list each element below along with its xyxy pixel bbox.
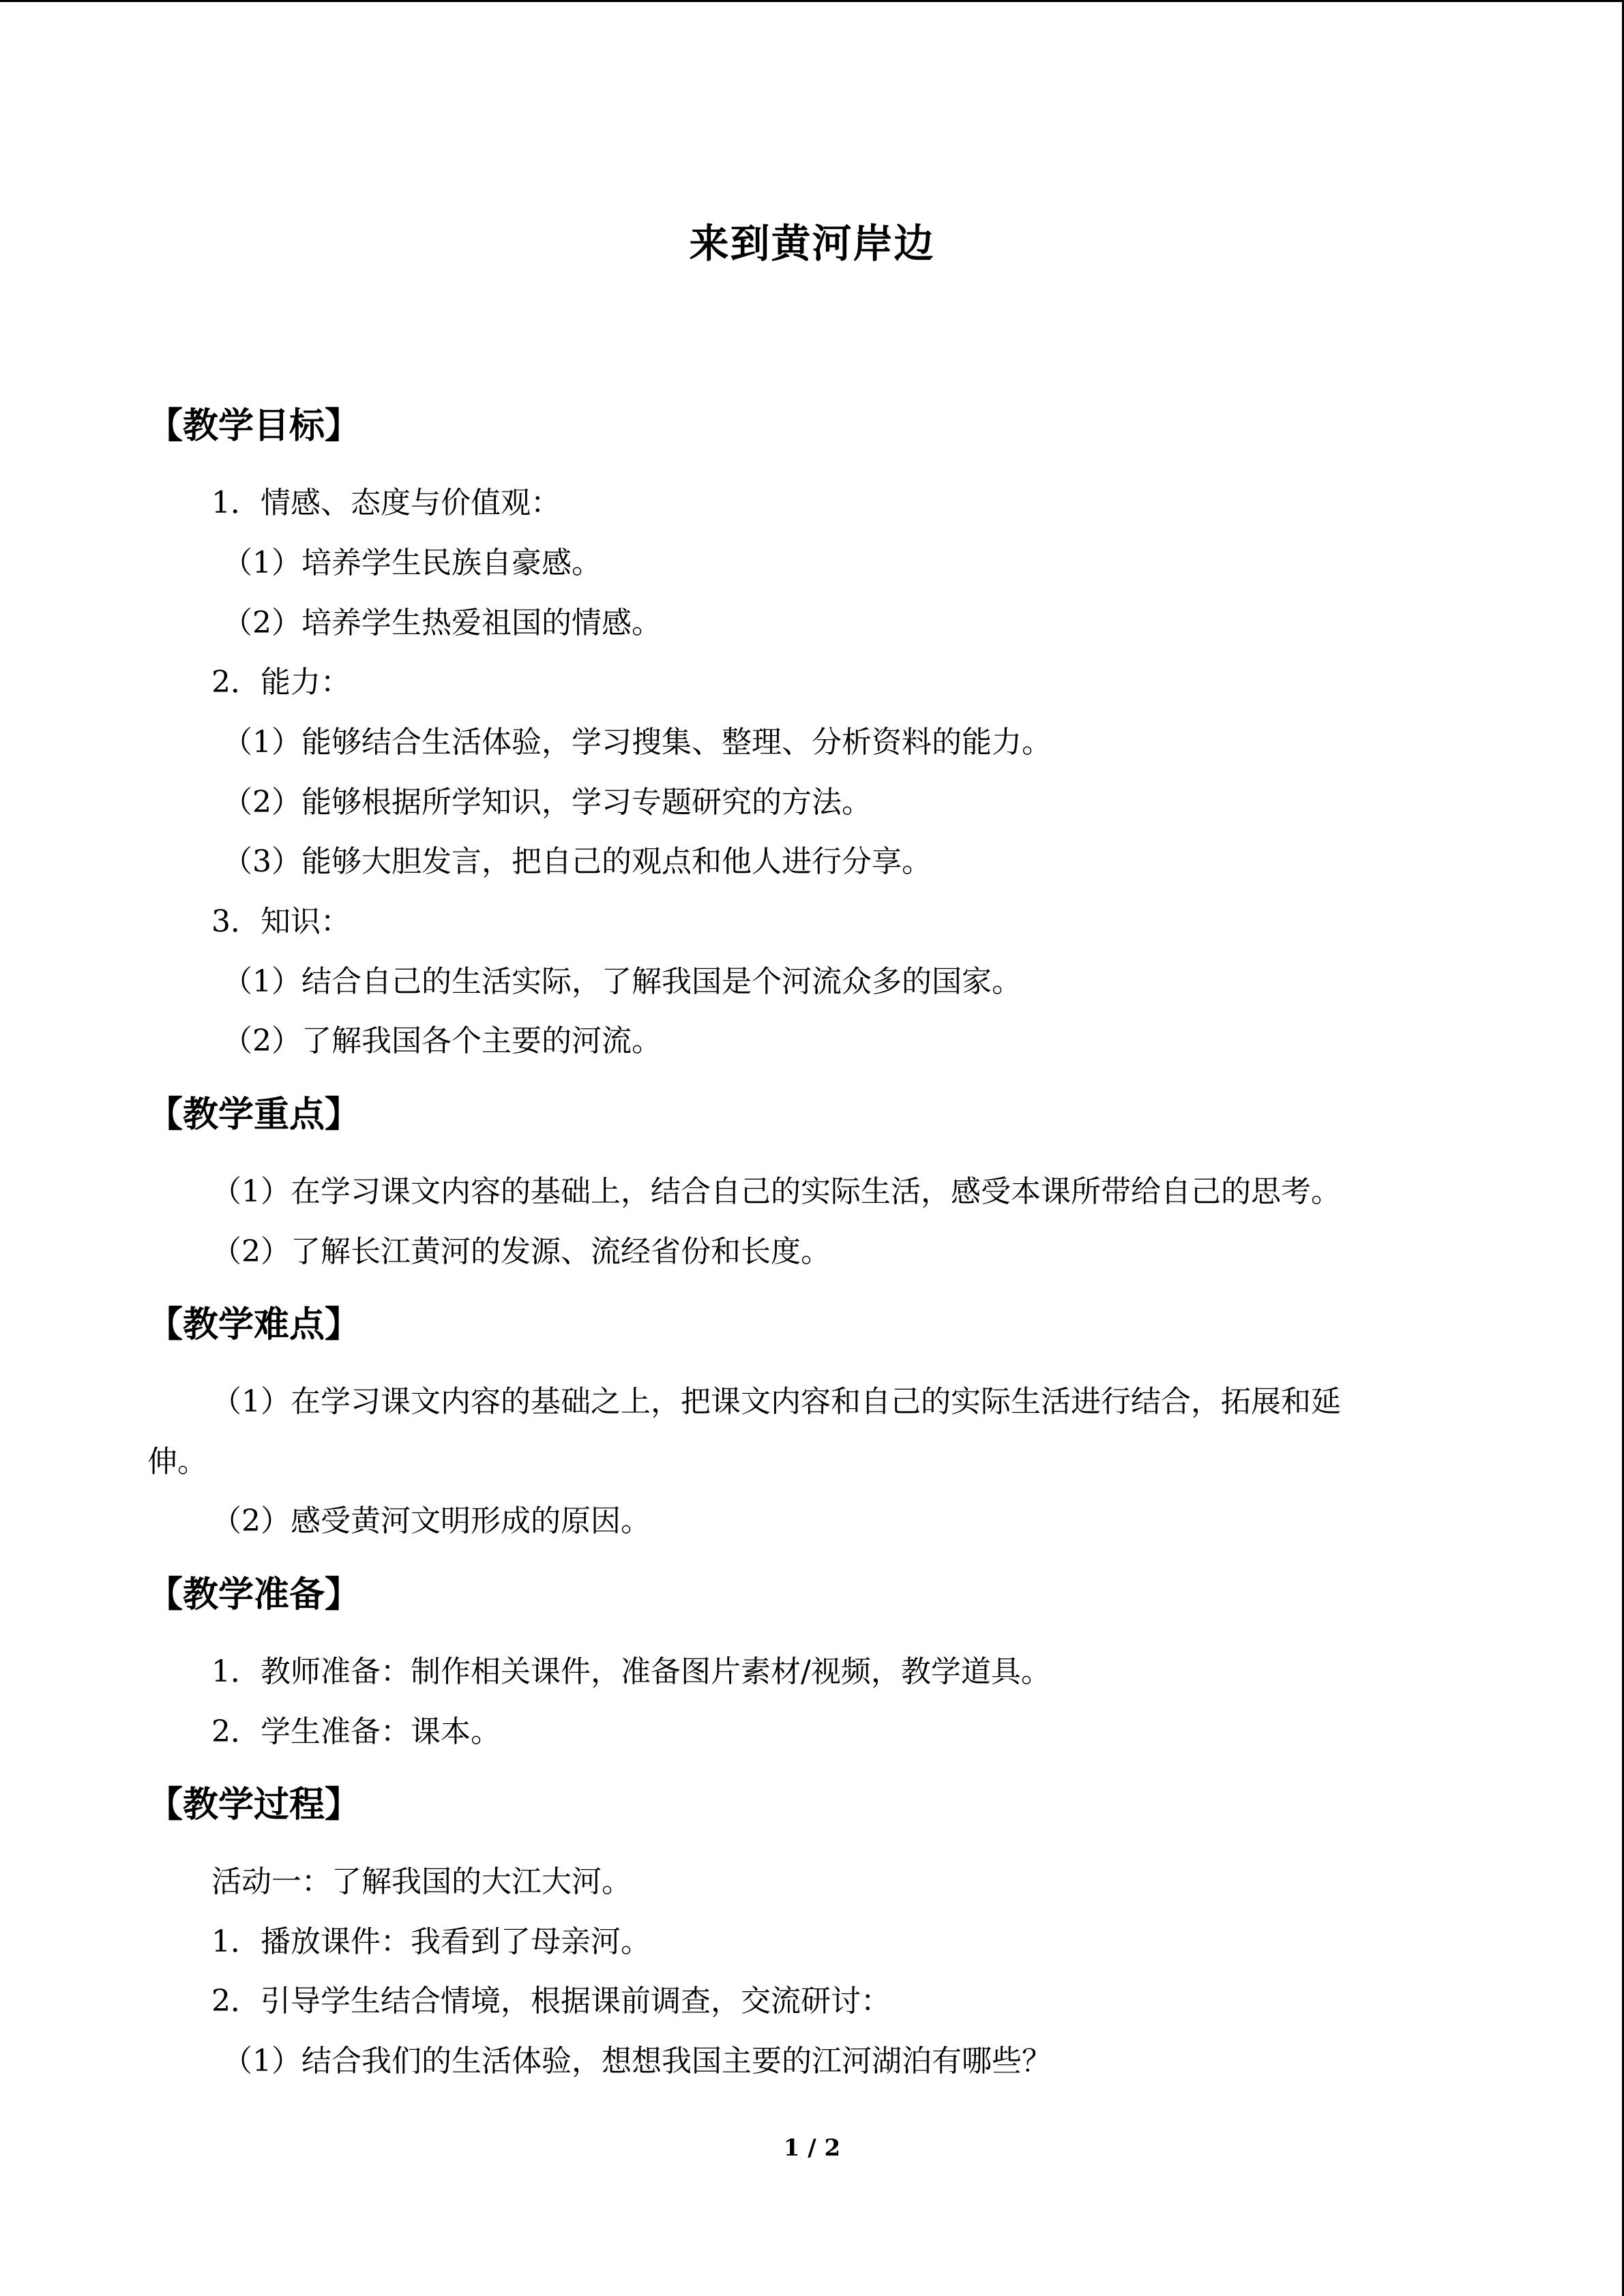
objective-line: （2）了解我国各个主要的河流。 xyxy=(222,1024,662,1058)
objective-line: 1．情感、态度与价值观： xyxy=(211,486,561,520)
process-line: 1．播放课件：我看到了母亲河。 xyxy=(211,1924,651,1959)
process-line: 活动一：了解我国的大江大河。 xyxy=(211,1864,632,1899)
heading-key-points: 【教学重点】 xyxy=(147,1094,361,1135)
difficulty-line: 伸。 xyxy=(147,1444,207,1479)
objective-line: （3）能够大胆发言，把自己的观点和他人进行分享。 xyxy=(222,844,932,879)
heading-process: 【教学过程】 xyxy=(147,1785,361,1825)
objective-line: （1）结合自己的生活实际，了解我国是个河流众多的国家。 xyxy=(222,964,1022,999)
objective-line: （1）培养学生民族自豪感。 xyxy=(222,546,602,580)
objective-line: （1）能够结合生活体验，学习搜集、整理、分析资料的能力。 xyxy=(222,725,1052,760)
difficulty-line: （2）感受黄河文明形成的原因。 xyxy=(211,1504,651,1538)
key-point-line: （1）在学习课文内容的基础上，结合自己的实际生活，感受本课所带给自己的思考。 xyxy=(211,1174,1341,1209)
document-title: 来到黄河岸边 xyxy=(689,220,935,267)
process-line: （1）结合我们的生活体验，想想我国主要的江河湖泊有哪些？ xyxy=(222,2044,1052,2078)
heading-preparation: 【教学准备】 xyxy=(147,1575,361,1615)
heading-objectives: 【教学目标】 xyxy=(147,406,361,447)
objective-line: （2）培养学生热爱祖国的情感。 xyxy=(222,606,662,640)
process-line: 2．引导学生结合情境，根据课前调查，交流研讨： xyxy=(211,1984,891,2018)
difficulty-line: （1）在学习课文内容的基础之上，把课文内容和自己的实际生活进行结合，拓展和延 xyxy=(211,1384,1341,1419)
page-top-border xyxy=(0,0,1624,2)
key-point-line: （2）了解长江黄河的发源、流经省份和长度。 xyxy=(211,1234,831,1269)
objective-line: （2）能够根据所学知识，学习专题研究的方法。 xyxy=(222,785,872,820)
preparation-line: 2．学生准备：课本。 xyxy=(211,1714,501,1749)
preparation-line: 1．教师准备：制作相关课件，准备图片素材/视频，教学道具。 xyxy=(211,1654,1051,1689)
page-number: 1 / 2 xyxy=(783,2134,841,2162)
heading-difficulties: 【教学难点】 xyxy=(147,1304,361,1345)
objective-line: 2．能力： xyxy=(211,665,351,700)
objective-line: 3．知识： xyxy=(211,904,351,939)
